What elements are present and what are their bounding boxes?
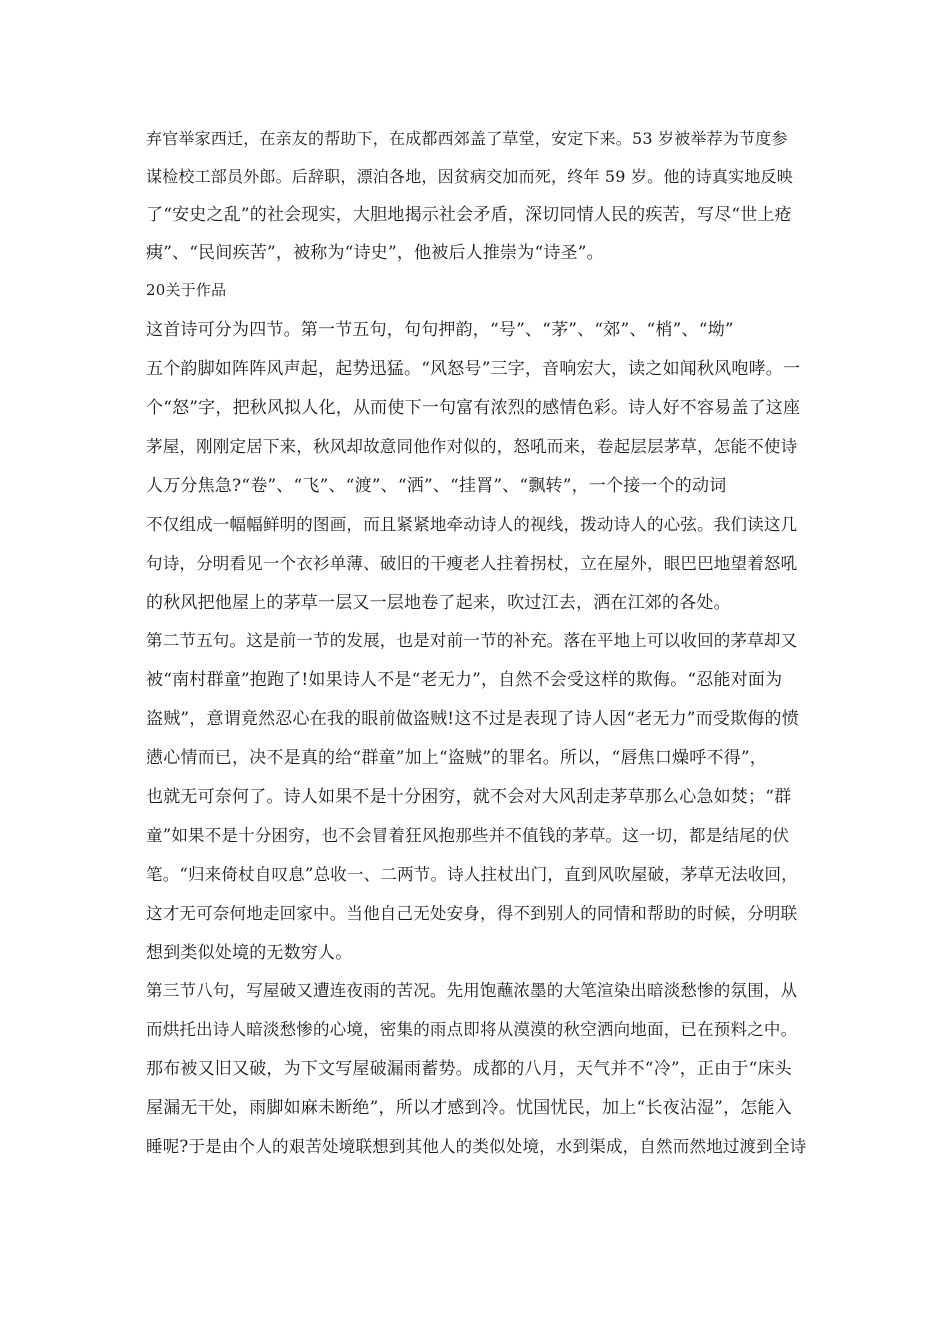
text-line: 想到类似处境的无数穷人。 [146, 943, 353, 963]
text-line: 那布被又旧又破，为下文写屋破漏雨蓄势。成都的八月，天气并不“冷”，正由于“床头 [146, 1059, 792, 1079]
text-line: 也就无可奈何了。诗人如果不是十分困穷，就不会对大风刮走茅草那么心急如焚；“群 [146, 787, 792, 807]
text-line: 笔。“归来倚杖自叹息”总收一、二两节。诗人拄杖出门，直到风吹屋破，茅草无法收回， [146, 865, 798, 884]
text-line: 人万分焦急?“卷”、“飞”、“渡”、“洒”、“挂罥”、“飘转”，一个接一个的动词 [146, 476, 727, 496]
text-line: 五个韵脚如阵阵风声起，起势迅猛。“风怒号”三字，音响宏大，读之如闻秋风咆哮。一 [146, 359, 801, 379]
text-line: 痍”、“民间疾苦”，被称为“诗史”，他被后人推崇为“诗圣”。 [146, 243, 604, 263]
text-line: 了“安史之乱”的社会现实，大胆地揭示社会矛盾，深切同情人民的疾苦，写尽“世上疮 [146, 205, 792, 225]
text-line: 被“南村群童”抱跑了!如果诗人不是“老无力”，自然不会受这样的欺侮。“忍能对面为 [146, 670, 783, 690]
text-line: 茅屋，刚刚定居下来，秋风却故意同他作对似的，怒吼而来，卷起层层茅草，怎能不使诗 [146, 437, 798, 456]
text-line: 谋检校工部员外郎。后辞职，漂泊各地，因贫病交加而死，终年 59 岁。他的诗真实地反映 [146, 167, 793, 186]
text-line: 睡呢?于是由个人的艰苦处境联想到其他人的类似处境，水到渠成，自然而然地过渡到全诗 [146, 1137, 807, 1156]
text-line: 弃官举家西迁，在亲友的帮助下，在成都西郊盖了草堂，安定下来。53 岁被举荐为节度参 [146, 129, 788, 148]
text-line: 这才无可奈何地走回家中。当他自己无处安身，得不到别人的同情和帮助的时候，分明联 [146, 904, 798, 923]
text-line: 盗贼”，意谓竟然忍心在我的眼前做盗贼!这不过是表现了诗人因“老无力”而受欺侮的愤 [146, 709, 799, 729]
text-line: 第三节八句，写屋破又遭连夜雨的苦况。先用饱蘸浓墨的大笔渲染出暗淡愁惨的氛围，从 [146, 981, 798, 1000]
text-line: 这首诗可分为四节。第一节五句，句句押韵，“号”、“茅”、“郊”、“梢”、“坳” [146, 320, 734, 340]
text-line: 的秋风把他屋上的茅草一层又一层地卷了起来，吹过江去，洒在江郊的各处。 [146, 593, 731, 613]
section-heading: 20关于作品 [146, 281, 227, 299]
text-line: 句诗，分明看见一个衣衫单薄、破旧的干瘦老人拄着拐杖，立在屋外，眼巴巴地望着怒吼 [146, 554, 798, 573]
text-line: 个“怒”字，把秋风拟人化，从而使下一句富有浓烈的感情色彩。诗人好不容易盖了这座 [146, 398, 801, 418]
text-line: 而烘托出诗人暗淡愁惨的心境，密集的雨点即将从漠漠的秋空洒向地面，已在预料之中。 [146, 1020, 798, 1039]
text-line: 懑心情而已，决不是真的给“群童”加上“盗贼”的罪名。所以，“唇焦口燥呼不得”， [146, 748, 767, 768]
text-line: 不仅组成一幅幅鲜明的图画，而且紧紧地牵动诗人的视线，拨动诗人的心弦。我们读这几 [146, 515, 798, 534]
text-line: 童”如果不是十分困穷，也不会冒着狂风抱那些并不值钱的茅草。这一切，都是结尾的伏 [146, 826, 790, 845]
text-line: 第二节五句。这是前一节的发展，也是对前一节的补充。落在平地上可以收回的茅草却又 [146, 631, 798, 650]
text-line: 屋漏无干处，雨脚如麻未断绝”，所以才感到冷。忧国忧民，加上“长夜沾湿”，怎能入 [146, 1098, 792, 1118]
